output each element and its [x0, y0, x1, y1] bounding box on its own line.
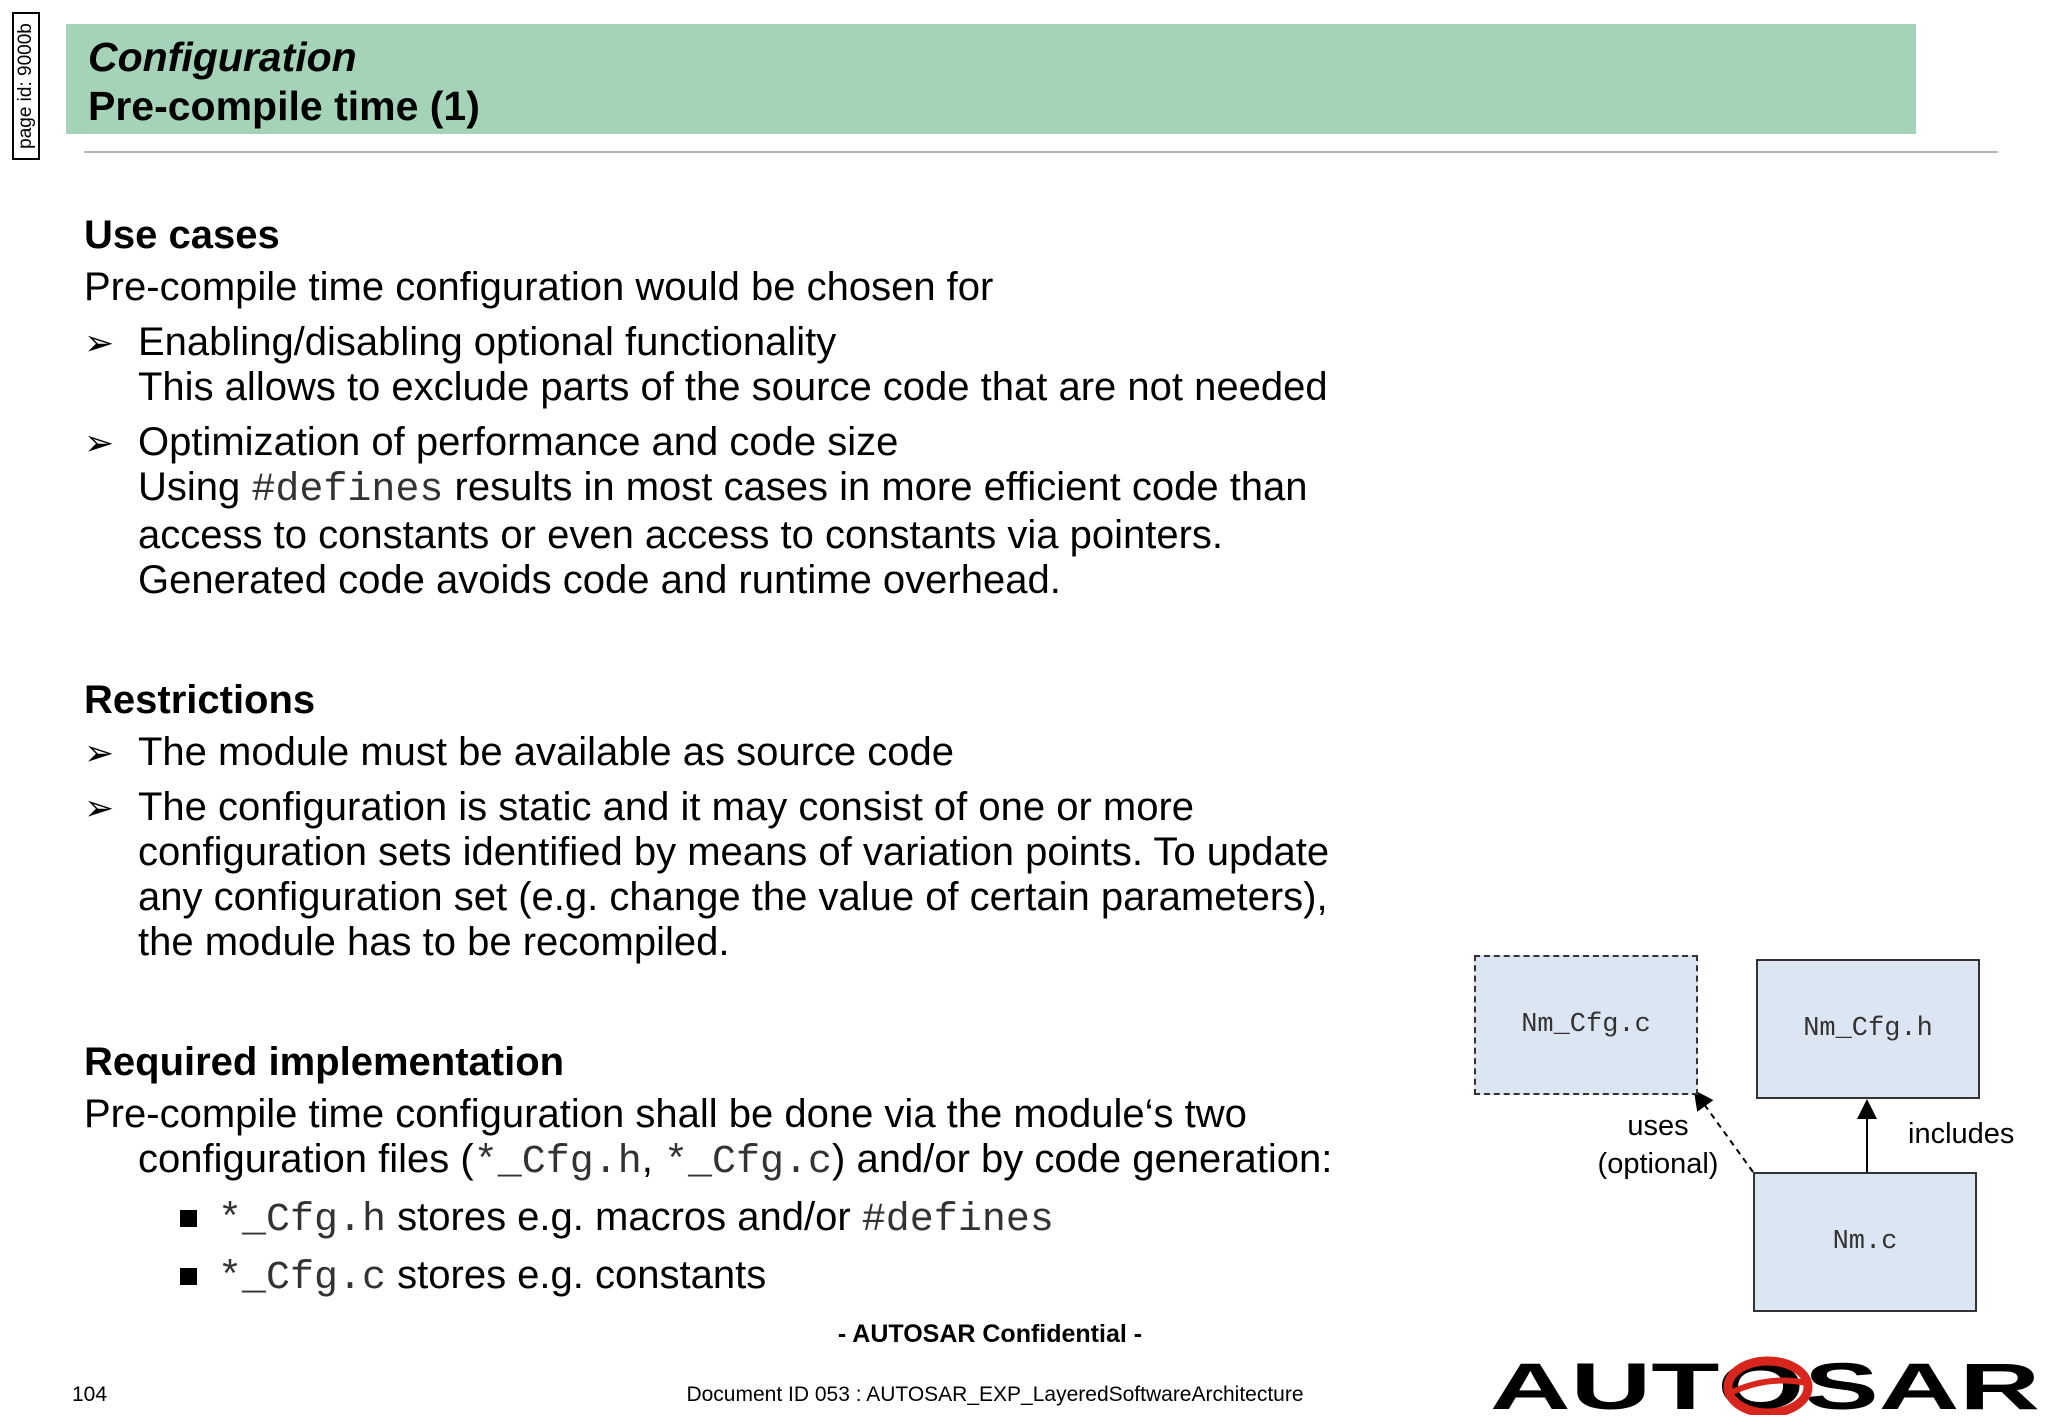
use-case-detail [138, 465, 1424, 513]
confidential-notice: - AUTOSAR Confidential - [837, 1320, 1143, 1348]
use-case-title: Optimization of performance and code size [138, 420, 899, 464]
config-files-diagram [1460, 945, 2020, 1325]
cfg-c-code: *_Cfg.c [218, 1256, 387, 1301]
intro-text: configuration files ( [138, 1137, 474, 1181]
uses-label [1588, 1107, 1728, 1183]
page-number: 104 [72, 1383, 108, 1406]
nm-c-box: Nm.c [1753, 1172, 1977, 1312]
slide-content [84, 205, 1424, 1301]
use-cases-intro: Pre-compile time configuration would be chosen for [84, 265, 994, 309]
cfg-c-code: *_Cfg.c [664, 1140, 833, 1185]
svg-text:AUTOSAR: AUTOSAR [1490, 1355, 2040, 1415]
use-case-item [84, 420, 1424, 603]
page-id-tag [12, 12, 40, 160]
restriction-text: configuration sets identified by means of variation points. To update [138, 830, 1330, 874]
restriction-item [84, 730, 1424, 775]
sub-item-text: stores e.g. macros and/or [386, 1195, 862, 1239]
restriction-text: The configuration is static and it may consist of one or more [138, 785, 1195, 829]
arrow-bullet-icon: ➢ [84, 322, 115, 363]
nm-cfg-h-box: Nm_Cfg.h [1756, 959, 1980, 1099]
required-implementation-intro-cont [84, 1137, 1424, 1185]
sub-item-text: stores e.g. constants [386, 1253, 767, 1297]
use-case-item [84, 320, 1424, 410]
title-divider [84, 151, 1998, 153]
includes-label: includes [1908, 1118, 2015, 1150]
autosar-logo [1490, 1355, 2040, 1415]
defines-code: #defines [861, 1198, 1054, 1243]
intro-sep: , [641, 1137, 664, 1181]
use-case-detail-text: Using [138, 465, 252, 509]
square-bullet-icon [180, 1210, 197, 1227]
implementation-sub-item [84, 1195, 1424, 1243]
use-case-detail: Generated code avoids code and runtime overhead. [138, 558, 1061, 602]
defines-code: #defines [251, 468, 444, 513]
document-id: Document ID 053 : AUTOSAR_EXP_LayeredSoftwareArchitecture [686, 1383, 1304, 1406]
uses-label-line: (optional) [1597, 1148, 1719, 1180]
use-case-detail: access to constants or even access to constants via pointers. [138, 513, 1223, 557]
use-case-detail: This allows to exclude parts of the source code that are not needed [138, 365, 1328, 409]
arrow-bullet-icon: ➢ [84, 787, 115, 828]
arrow-bullet-icon: ➢ [84, 732, 115, 773]
intro-text: ) and/or by code generation: [832, 1137, 1333, 1181]
page-id-text: page id: 9000b [15, 23, 36, 149]
required-implementation-heading: Required implementation [84, 1040, 565, 1084]
restriction-text: The module must be available as source code [138, 730, 955, 774]
restriction-item [84, 785, 1424, 965]
cfg-h-code: *_Cfg.h [218, 1198, 387, 1243]
use-cases-heading: Use cases [84, 213, 280, 257]
required-implementation-intro: Pre-compile time configuration shall be done via the module‘s two [84, 1092, 1247, 1136]
cfg-h-code: *_Cfg.h [473, 1140, 642, 1185]
title-bar [66, 24, 1916, 134]
page-title: Pre-compile time (1) [88, 83, 480, 129]
nm-cfg-c-box: Nm_Cfg.c [1474, 955, 1698, 1095]
arrow-bullet-icon: ➢ [84, 422, 115, 463]
implementation-sub-item [84, 1253, 1424, 1301]
use-case-title: Enabling/disabling optional functionality [138, 320, 837, 364]
use-case-detail-text: results in most cases in more efficient code than [443, 465, 1308, 509]
restriction-text: any configuration set (e.g. change the value of certain parameters), [138, 875, 1328, 919]
page-title-section: Configuration [88, 34, 357, 80]
restrictions-heading: Restrictions [84, 678, 316, 722]
uses-label-line: uses [1627, 1110, 1689, 1142]
restriction-text: the module has to be recompiled. [138, 920, 730, 964]
square-bullet-icon [180, 1268, 197, 1285]
